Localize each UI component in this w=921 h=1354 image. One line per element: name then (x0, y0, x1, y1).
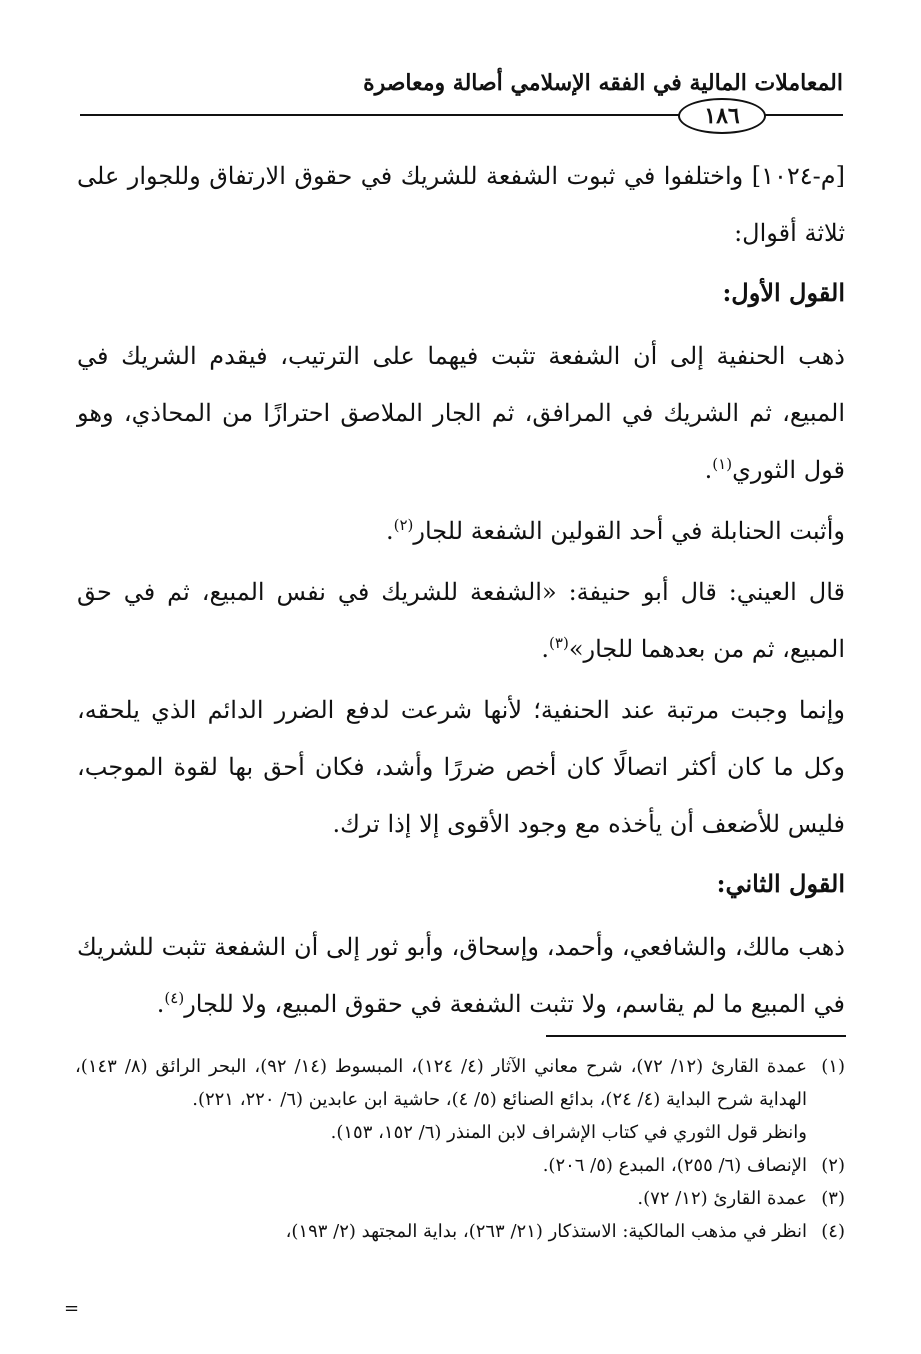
footnote-ref-1[interactable]: (١) (712, 455, 733, 473)
footnote-ref-3[interactable]: (٣) (549, 634, 569, 652)
footnote-ref-2[interactable]: (٢) (393, 516, 414, 534)
footnote-number: (١) (821, 1056, 845, 1077)
heading-second-opinion: القول الثاني: (716, 869, 845, 898)
footnote-text: عمدة القارئ (١٢/ ٧٢)، شرح معاني الآثار (٤/ ١٢٤)، المبسوط (١٤/ ٩٢)، البحر الرائق (٨/ ١٤٣)، الهداية شرح البداية (٤/ ٢٤)، بدائع الصنائع (٥/ ٤)، حاشية ابن عابدين (٦/ ٢٢٠، ٢٢١). (75, 1056, 807, 1110)
footnote-number: (٢) (821, 1155, 845, 1176)
footnote-text: الإنصاف (٦/ ٢٥٥)، المبدع (٥/ ٢٠٦). (542, 1155, 807, 1176)
main-text (77, 148, 845, 1033)
footnote-ref-4[interactable]: (٤) (164, 989, 185, 1007)
paragraph-hanabila: وأثبت الحنابلة في أحد القولين الشفعة للجار$^{(٢)}$. (385, 516, 845, 545)
paragraph-majority: ذهب مالك، والشافعي، وأحمد، وإسحاق، وأبو ثور إلى أن الشفعة تثبت للشريك في المبيع ما لم يقاسم، ولا تثبت الشفعة في حقوق المبيع، ولا للجار$^{(٤)}$. (77, 933, 845, 1018)
footnote-number: (٤) (821, 1221, 845, 1242)
paragraph-hanafi: ذهب الحنفية إلى أن الشفعة تثبت فيهما على الترتيب، فيقدم الشريك في المبيع، ثم الشريك في المرافق، ثم الجار الملاصق احترازًا من المحاذي، وهو قول الثوري$^{(١)}$. (77, 342, 845, 484)
footnote-1-extra: وانظر قول الثوري في كتاب الإشراف لابن المنذر (٦/ ١٥٢، ١٥٣). (330, 1122, 807, 1143)
footnote-text: انظر في مذهب المالكية: الاستذكار (٢١/ ٢٦٣)، بداية المجتهد (٢/ ١٩٣)، (285, 1221, 807, 1242)
running-header-title: المعاملات المالية في الفقه الإسلامي أصالة ومعاصرة (363, 70, 843, 96)
paragraph-intro: [م-١٠٢٤] واختلفوا في ثبوت الشفعة للشريك في حقوق الارتفاق وللجوار على ثلاثة أقوال: (77, 162, 845, 247)
paragraph-aini: قال العيني: قال أبو حنيفة: «الشفعة للشريك في نفس المبيع، ثم في حق المبيع، ثم من بعدهما للجار»$^{(٣)}$. (77, 578, 845, 663)
footnotes (75, 1050, 845, 1248)
footnote-2 (75, 1149, 845, 1182)
page-number: ١٨٦ (678, 98, 766, 134)
heading-first-opinion: القول الأول: (722, 278, 845, 307)
continuation-mark: = (64, 1298, 80, 1319)
footnote-1 (75, 1050, 845, 1116)
footnote-3 (75, 1182, 845, 1215)
footnote-number: (٣) (821, 1188, 845, 1209)
paragraph-reason: وإنما وجبت مرتبة عند الحنفية؛ لأنها شرعت لدفع الضرر الدائم الذي يلحقه، وكل ما كان أكثر اتصالًا كان أخص ضررًا وأشد، فكان أحق بها لقوة الموجب، فليس للأضعف أن يأخذه مع وجود الأقوى إلا إذا ترك. (77, 696, 845, 838)
footnote-separator (546, 1035, 846, 1037)
footnote-text: عمدة القارئ (١٢/ ٧٢). (637, 1188, 807, 1209)
footnote-4 (75, 1215, 845, 1248)
